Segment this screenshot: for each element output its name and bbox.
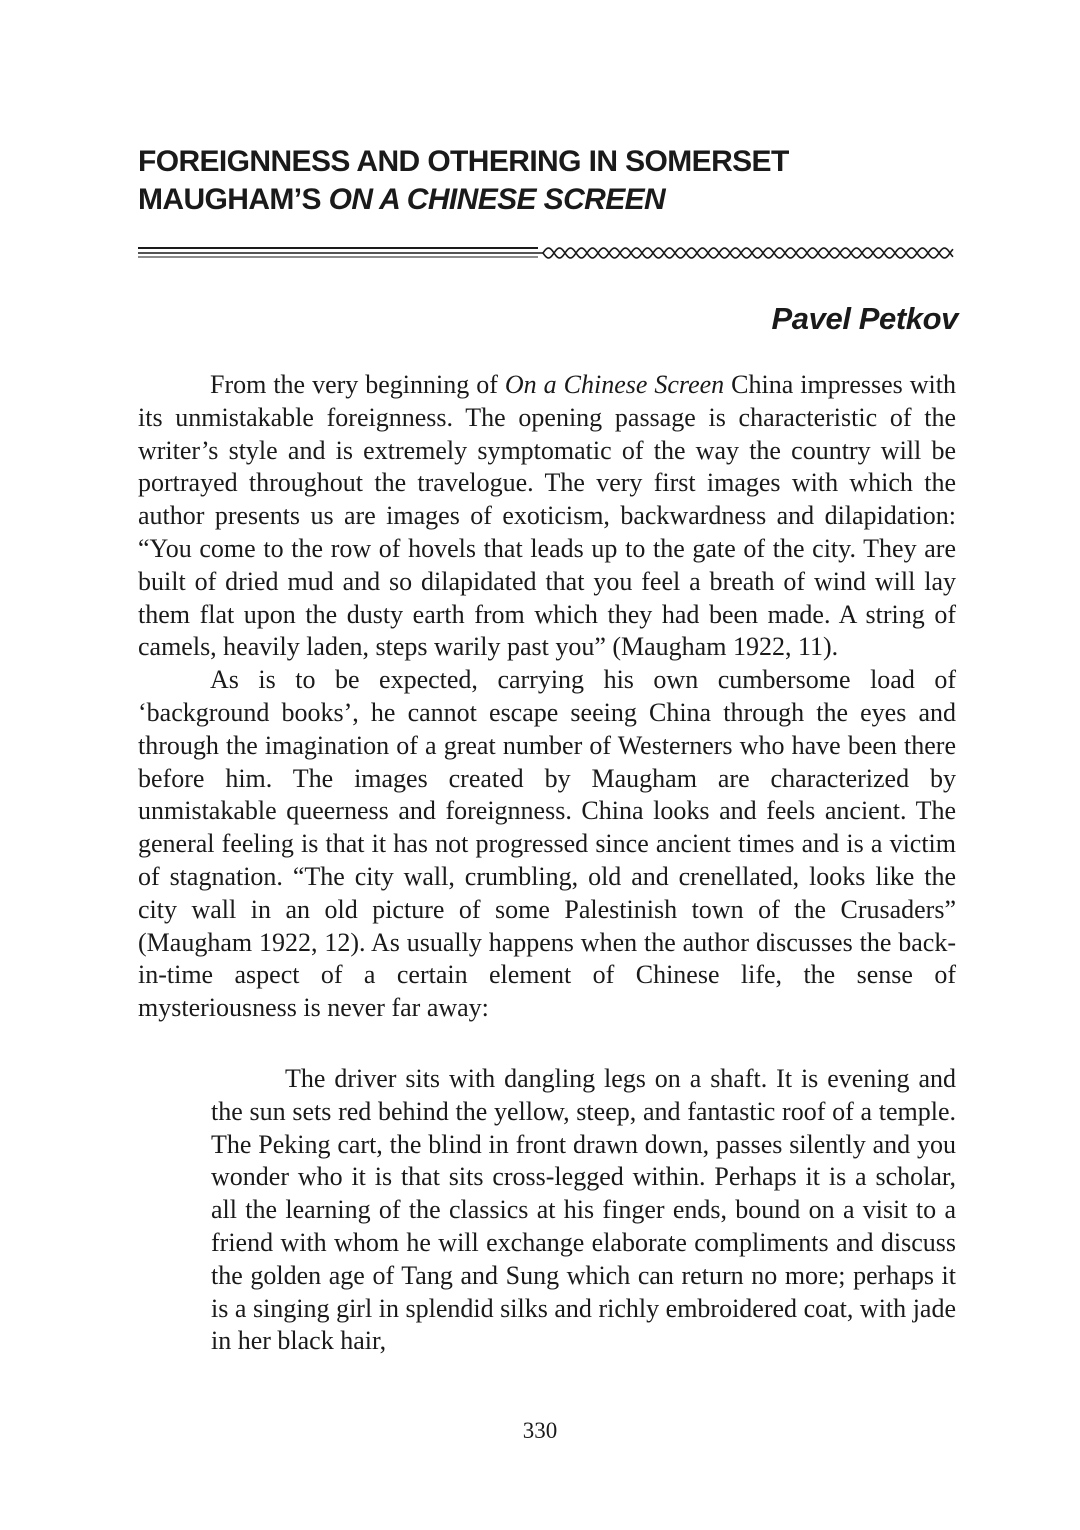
title-line-2-prefix: MAUGHAM’S — [138, 183, 329, 216]
block-quote-text: The driver sits with dangling legs on a shaft. It is evening and the sun sets red behind the yellow, steep, and fantastic roof of a temple. The Peking cart, the blind in front drawn down, passes silently and you wonder who it is that sits cross-legged within. Perhaps it is a scholar, all the learning of the classics at his finger ends, bound on a visit to a friend with whom he will exchange elaborate compliments and discuss the golden age of Tang and Sung which can return no more; perhaps it is a singing girl in splendid silks and richly embroidered coat, with jade in her black hair, — [211, 1064, 956, 1356]
page-number: 330 — [522, 1418, 558, 1443]
title-line-1: FOREIGNNESS AND OTHERING IN SOMERSET — [138, 145, 789, 178]
paragraph-1-rest: China impresses with its unmistakable foreignness. The opening passage is characteristic of the writer’s style and is extremely symptomatic of the way the country will be portrayed throughout the travelogue. The very first images with which the author presents us are images of exoticism, backwardness and dilapidation: “You come to the row of hovels that leads up to the gate of the city. They are built of dried mud and so dilapidated that you feel a breath of wind will lay them flat upon the dusty earth from which they had been made. A string of camels, heavily laden, steps warily past you” (Maugham 1922, 11). — [138, 370, 956, 662]
title-book-name: ON A CHINESE SCREEN — [328, 183, 666, 216]
article-title — [138, 143, 958, 219]
paragraph-1 — [138, 369, 956, 664]
block-quote — [211, 1063, 956, 1358]
article-body — [138, 369, 956, 1025]
paragraph-1-start: From the very beginning of — [210, 370, 505, 399]
book-title-reference: On a Chinese Screen — [504, 370, 725, 399]
title-line-2 — [138, 181, 958, 219]
title-ornament-divider — [138, 240, 958, 264]
author-name: Pavel Petkov — [771, 301, 958, 336]
paragraph-2: As is to be expected, carrying his own cumbersome load of ‘background books’, he cannot escape seeing China through the eyes and through the imagination of a great number of Westerners who have been there before him. The images created by Maugham are characterized by unmistakable queerness and foreignness. China looks and feels ancient. The general feeling is that it has not progressed since ancient times and is a victim of stagnation. “The city wall, crumbling, old and crenellated, looks like the city wall in an old picture of some Palestinish town of the Crusaders” (Maugham 1922, 12). As usually happens when the author discusses the back-in-time aspect of a certain element of Chinese life, the sense of mysteriousness is never far away: — [138, 665, 956, 1023]
